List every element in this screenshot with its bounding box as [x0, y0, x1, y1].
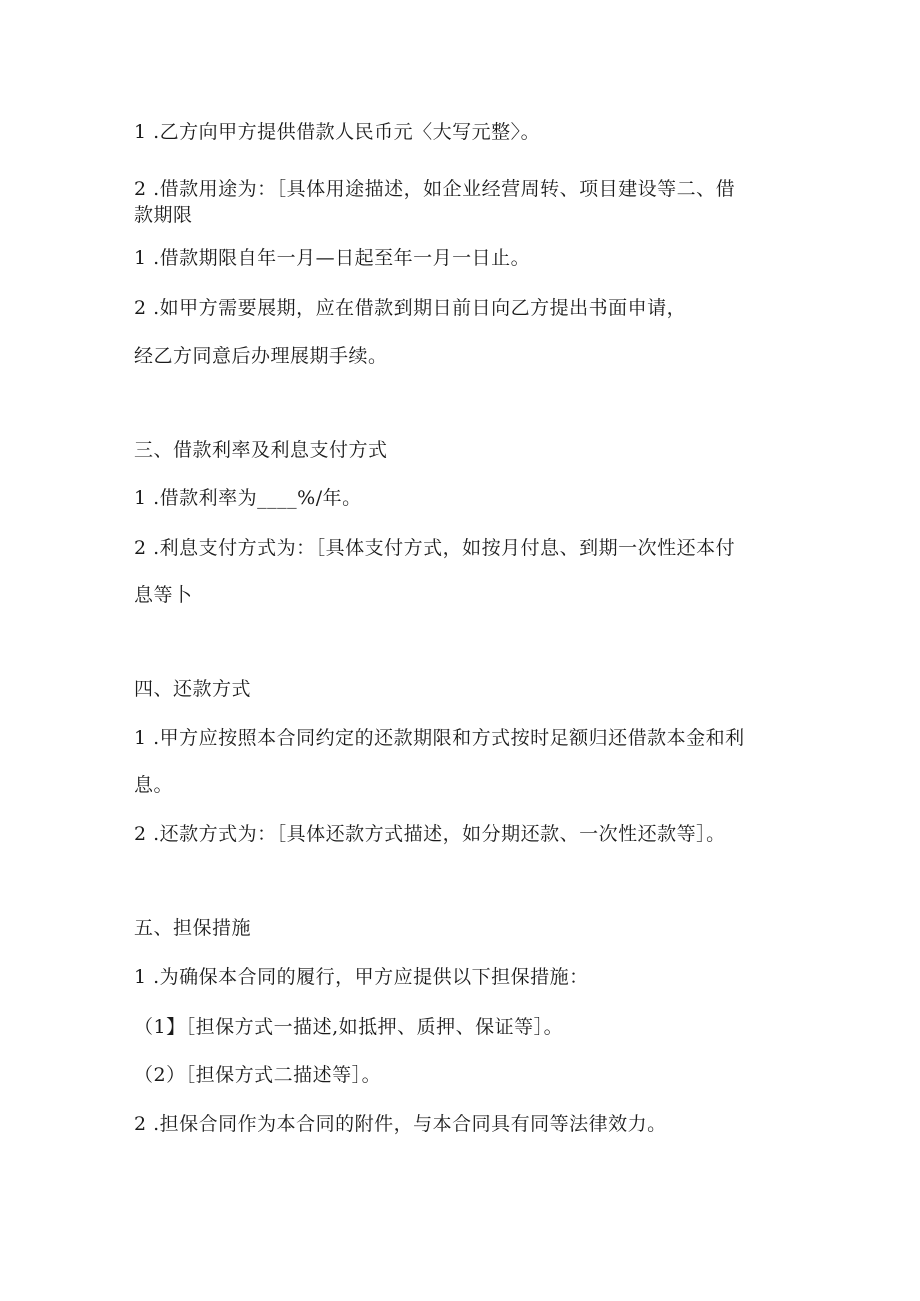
loan-amount-clause: 1 .乙方向甲方提供借款人民币元〈大写元整〉。 — [134, 121, 541, 143]
extension-clause: 2 .如甲方需要展期，应在借款到期日前日向乙方提出书面申请， — [134, 297, 687, 319]
section-heading-repayment: 四、还款方式 — [134, 678, 252, 700]
section-heading-guarantee: 五、担保措施 — [134, 917, 252, 939]
interest-rate-clause: 1 .借款利率为____%/年。 — [134, 487, 362, 509]
interest-payment-clause: 2 .利息支付方式为：［具体支付方式，如按月付息、到期一次性还本付 — [134, 537, 736, 559]
loan-term-clause: 1 .借款期限自年一月—日起至年一月一日止。 — [134, 247, 531, 269]
interest-payment-clause-continued: 息等卜 — [134, 584, 193, 606]
repayment-method-clause: 2 .还款方式为：［具体还款方式描述，如分期还款、一次性还款等］。 — [134, 823, 726, 845]
extension-clause-continued: 经乙方同意后办理展期手续。 — [134, 345, 388, 367]
guarantee-intro-clause: 1 .为确保本合同的履行，甲方应提供以下担保措施： — [134, 966, 589, 988]
guarantee-method-two: （2）［担保方式二描述等］。 — [134, 1064, 382, 1086]
loan-purpose-clause: 2 .借款用途为：［具体用途描述，如企业经营周转、项目建设等二、借 — [134, 178, 736, 200]
loan-term-heading-continued: 款期限 — [134, 204, 193, 226]
repayment-obligation-clause: 1 .甲方应按照本合同约定的还款期限和方式按时足额归还借款本金和利 — [134, 727, 745, 749]
guarantee-method-one: （1】［担保方式一描述,如抵押、质押、保证等］。 — [134, 1016, 564, 1038]
repayment-obligation-clause-continued: 息。 — [134, 774, 174, 796]
section-heading-interest: 三、借款利率及利息支付方式 — [134, 439, 388, 461]
guarantee-contract-clause: 2 .担保合同作为本合同的附件，与本合同具有同等法律效力。 — [134, 1113, 667, 1135]
